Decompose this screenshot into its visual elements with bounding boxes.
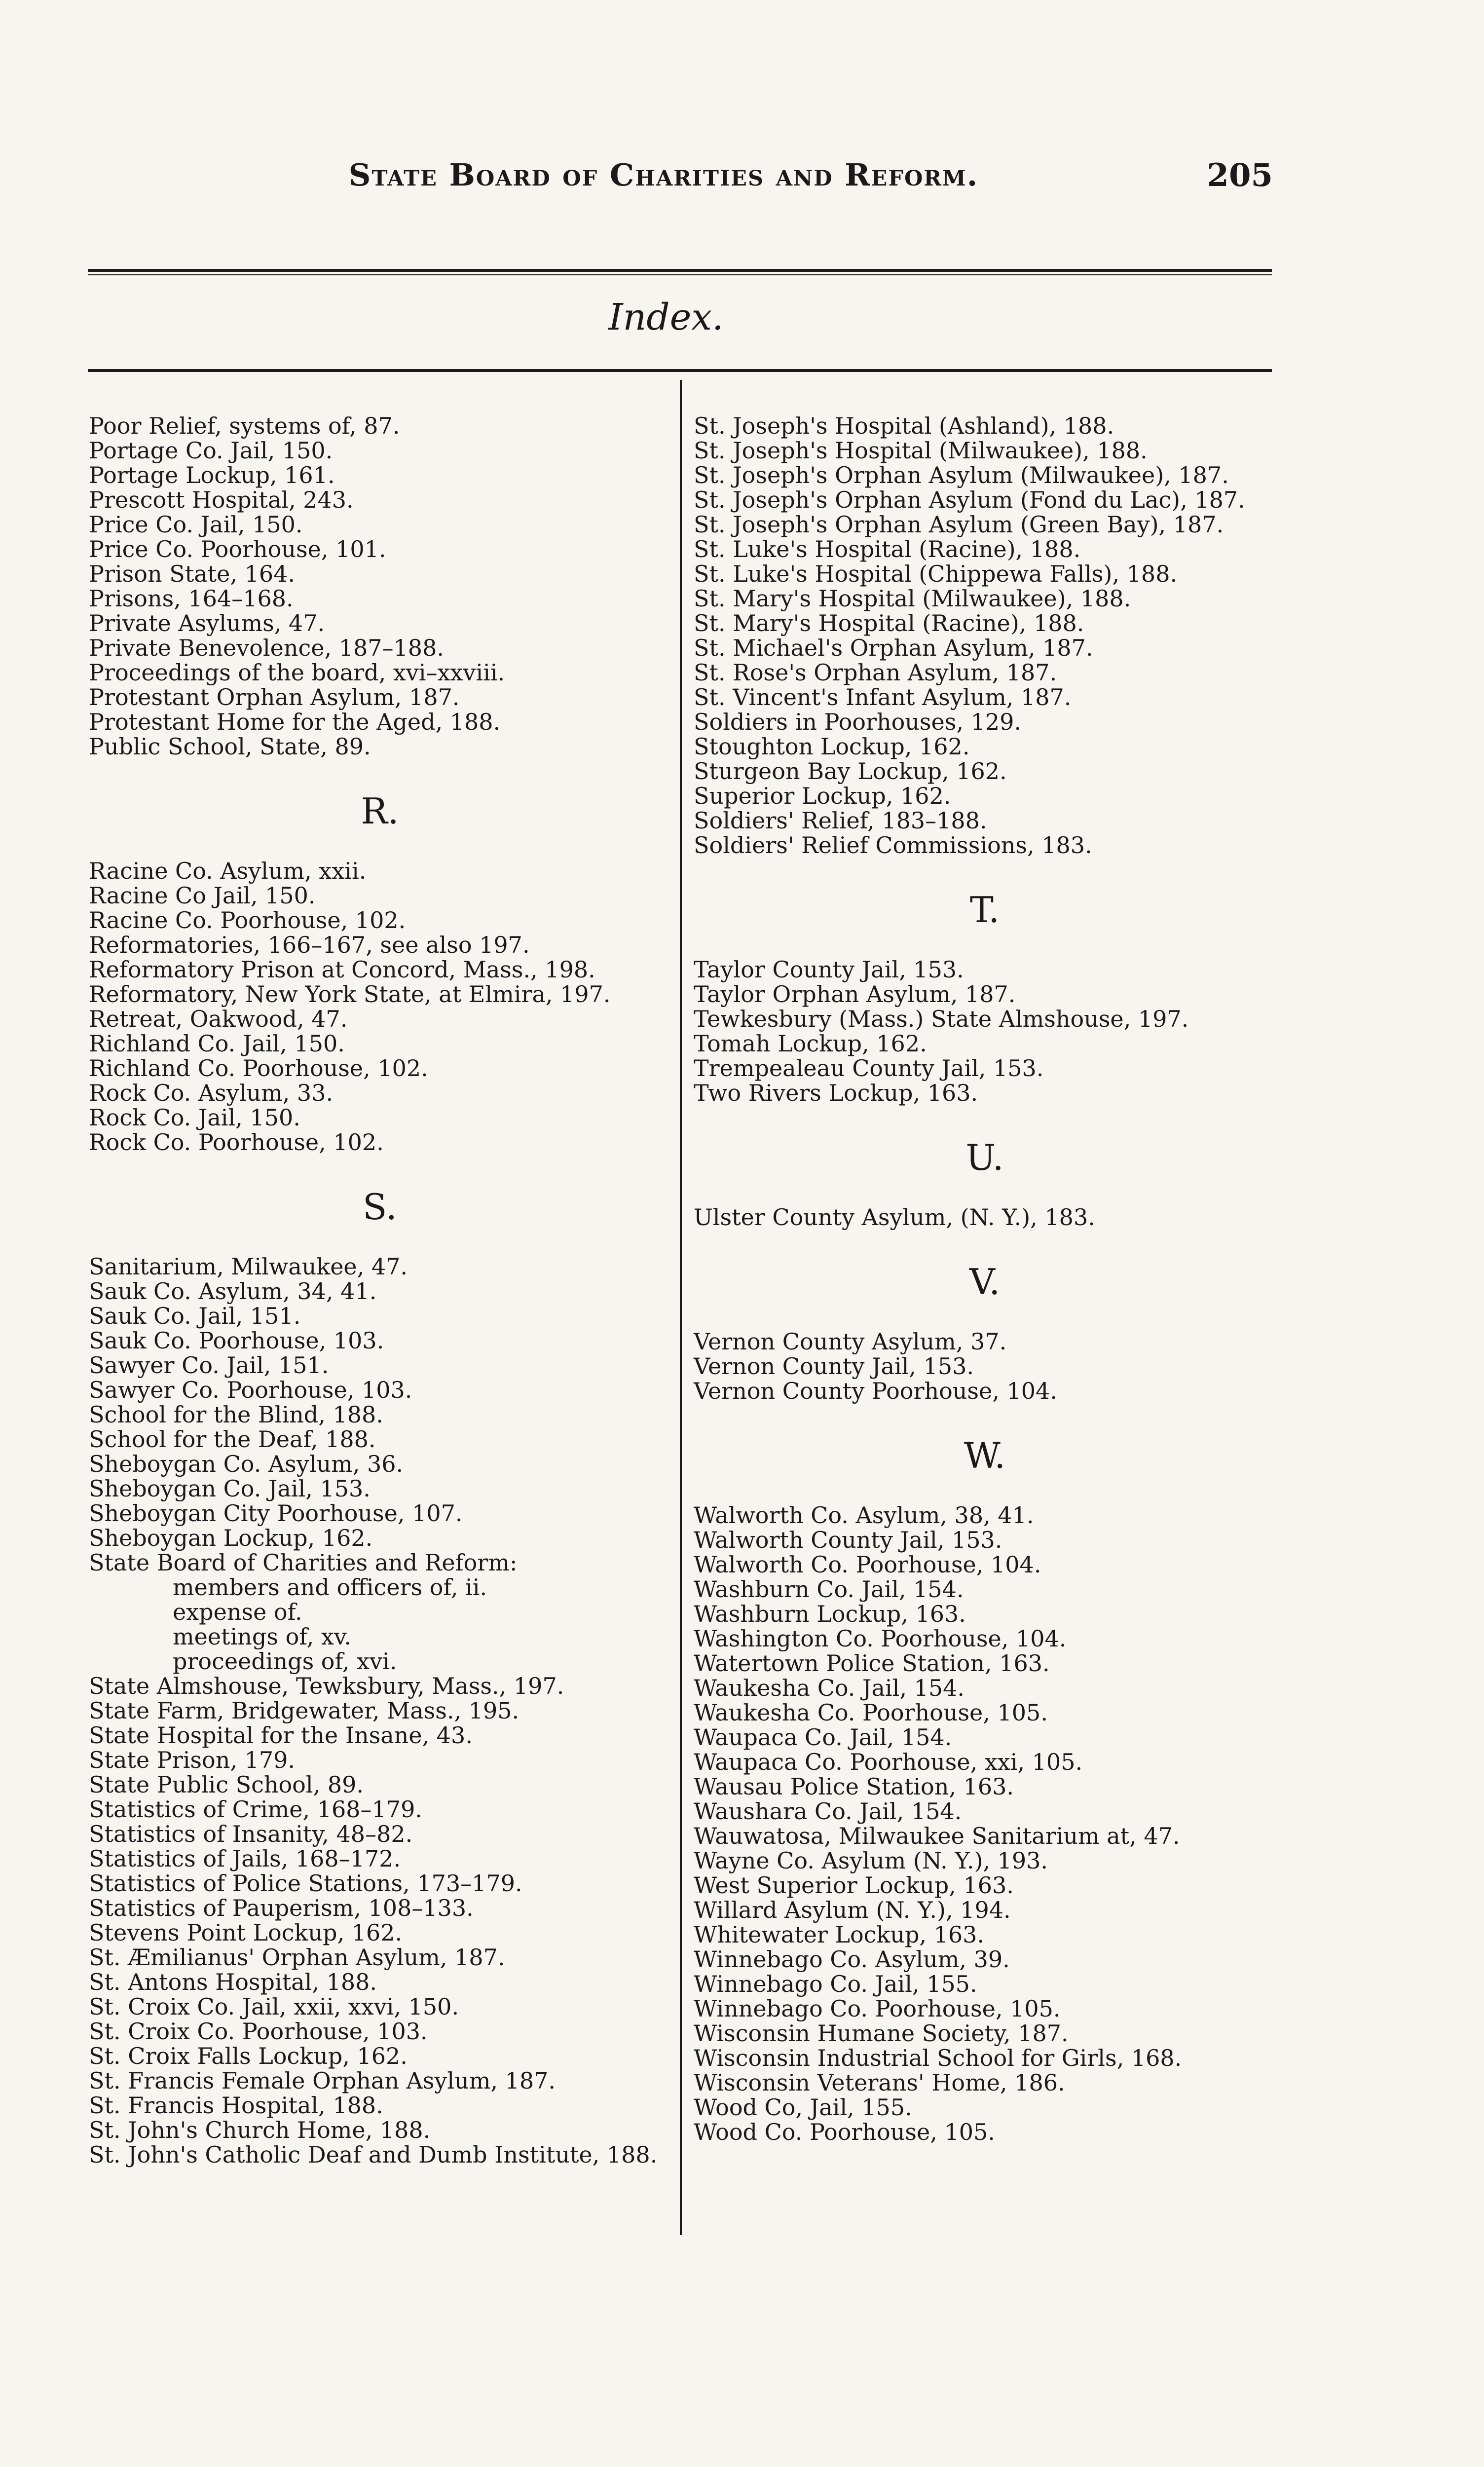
index-entry: Price Co. Poorhouse, 101. xyxy=(89,536,386,562)
index-entry: Willard Asylum (N. Y.), 194. xyxy=(694,1897,1011,1923)
s-sub-entries xyxy=(89,1575,671,1674)
index-entry: State Almshouse, Tewksbury, Mass., 197. xyxy=(89,1673,564,1699)
index-entry: Walworth Co. Poorhouse, 104. xyxy=(694,1551,1041,1578)
index-entry: Sheboygan City Poorhouse, 107. xyxy=(89,1500,463,1527)
index-entry: expense of. xyxy=(173,1599,302,1625)
section-heading-v: V. xyxy=(969,1261,1001,1303)
top-rule-thin xyxy=(88,274,1272,275)
index-entry: Waukesha Co. Poorhouse, 105. xyxy=(694,1699,1048,1726)
index-entry: Wayne Co. Asylum (N. Y.), 193. xyxy=(694,1847,1048,1874)
index-entry: Stoughton Lockup, 162. xyxy=(694,733,970,760)
index-entry: State Board of Charities and Reform: xyxy=(89,1549,518,1576)
index-entry: St. Luke's Hospital (Chippewa Falls), 188. xyxy=(694,561,1178,587)
index-entry: State Farm, Bridgewater, Mass., 195. xyxy=(89,1697,519,1724)
index-entry: Washington Co. Poorhouse, 104. xyxy=(694,1625,1067,1652)
index-entry: Sauk Co. Poorhouse, 103. xyxy=(89,1327,384,1354)
index-entry: Price Co. Jail, 150. xyxy=(89,511,303,538)
index-entry: West Superior Lockup, 163. xyxy=(694,1872,1014,1899)
index-entry: Waupaca Co. Jail, 154. xyxy=(694,1724,952,1751)
index-entry: Racine Co. Poorhouse, 102. xyxy=(89,907,406,934)
index-entry: meetings of, xv. xyxy=(173,1623,351,1650)
index-entry: Winnebago Co. Poorhouse, 105. xyxy=(694,1995,1061,2022)
index-entry: Trempealeau County Jail, 153. xyxy=(694,1055,1044,1082)
index-entry: Portage Lockup, 161. xyxy=(89,462,335,488)
index-entry: Rock Co. Asylum, 33. xyxy=(89,1080,334,1106)
index-entry: Protestant Orphan Asylum, 187. xyxy=(89,684,460,710)
index-entry: Statistics of Crime, 168–179. xyxy=(89,1796,422,1823)
index-entry: State Prison, 179. xyxy=(89,1747,295,1773)
index-entry: St. Michael's Orphan Asylum, 187. xyxy=(694,635,1093,661)
index-entry: Reformatory, New York State, at Elmira, 197. xyxy=(89,981,611,1008)
index-entry: St. Francis Female Orphan Asylum, 187. xyxy=(89,2067,556,2094)
index-entry: Statistics of Police Stations, 173–179. xyxy=(89,1870,522,1897)
section-heading-w: W. xyxy=(964,1435,1006,1476)
index-entry: Sheboygan Lockup, 162. xyxy=(89,1525,373,1551)
index-entry: Sturgeon Bay Lockup, 162. xyxy=(694,758,1007,785)
index-entry: Racine Co. Asylum, xxii. xyxy=(89,858,367,884)
index-entry: Vernon County Asylum, 37. xyxy=(694,1328,1007,1355)
index-entry: Wood Co, Jail, 155. xyxy=(694,2094,912,2121)
index-entry: Wisconsin Industrial School for Girls, 168. xyxy=(694,2045,1182,2071)
section-heading-s: S. xyxy=(363,1186,397,1228)
index-entry: Tomah Lockup, 162. xyxy=(694,1030,927,1057)
index-entry: Prisons, 164–168. xyxy=(89,585,294,612)
index-entry: Walworth Co. Asylum, 38, 41. xyxy=(694,1502,1034,1529)
index-entry: Tewkesbury (Mass.) State Almshouse, 197. xyxy=(694,1006,1189,1032)
index-entry: Washburn Co. Jail, 154. xyxy=(694,1576,964,1603)
index-entry: Sawyer Co. Jail, 151. xyxy=(89,1352,329,1379)
index-entry: Superior Lockup, 162. xyxy=(694,783,951,809)
index-entry: St. Francis Hospital, 188. xyxy=(89,2092,383,2119)
index-entry: Two Rivers Lockup, 163. xyxy=(694,1080,978,1106)
index-entry: Wisconsin Veterans' Home, 186. xyxy=(694,2069,1065,2096)
index-entry: Watertown Police Station, 163. xyxy=(694,1650,1050,1677)
index-entry: St. Antons Hospital, 188. xyxy=(89,1969,377,1995)
p-entries xyxy=(89,413,671,759)
index-entry: State Hospital for the Insane, 43. xyxy=(89,1722,473,1749)
index-entry: Statistics of Pauperism, 108–133. xyxy=(89,1895,474,1921)
index-entry: State Public School, 89. xyxy=(89,1771,364,1798)
index-entry: Proceedings of the board, xvi–xxviii. xyxy=(89,659,505,686)
index-entry: Soldiers in Poorhouses, 129. xyxy=(694,709,1021,735)
running-title: State Board of Charities and Reform. xyxy=(348,157,979,193)
index-entry: Waukesha Co. Jail, 154. xyxy=(694,1675,965,1701)
index-entry: Richland Co. Jail, 150. xyxy=(89,1030,345,1057)
column-divider xyxy=(680,380,682,2235)
s-entries-b xyxy=(89,1674,671,2167)
index-entry: Reformatory Prison at Concord, Mass., 198. xyxy=(89,956,595,983)
index-entry: Portage Co. Jail, 150. xyxy=(89,437,333,464)
index-entry: Sanitarium, Milwaukee, 47. xyxy=(89,1253,408,1280)
index-entry: Wauwatosa, Milwaukee Sanitarium at, 47. xyxy=(694,1823,1180,1849)
index-entry: St. Luke's Hospital (Racine), 188. xyxy=(694,536,1081,562)
index-entry: Richland Co. Poorhouse, 102. xyxy=(89,1055,428,1082)
index-entry: Sawyer Co. Poorhouse, 103. xyxy=(89,1377,412,1403)
index-entry: Public School, State, 89. xyxy=(89,733,371,760)
index-entry: Sheboygan Co. Asylum, 36. xyxy=(89,1451,404,1477)
index-entry: St. Joseph's Orphan Asylum (Fond du Lac), 187. xyxy=(694,486,1245,513)
section-heading-u: U. xyxy=(965,1137,1004,1178)
index-entry: Poor Relief, systems of, 87. xyxy=(89,412,400,439)
index-entry: Soldiers' Relief, 183–188. xyxy=(694,807,987,834)
index-entry: St. Joseph's Hospital (Milwaukee), 188. xyxy=(694,437,1148,464)
index-entry: St. Joseph's Orphan Asylum (Milwaukee), 187. xyxy=(694,462,1229,488)
s-entries-right xyxy=(694,413,1276,858)
index-entry: Reformatories, 166–167, see also 197. xyxy=(89,932,530,958)
index-entry: School for the Deaf, 188. xyxy=(89,1426,376,1453)
index-entry: Waupaca Co. Poorhouse, xxi, 105. xyxy=(694,1749,1083,1775)
index-entry: Wood Co. Poorhouse, 105. xyxy=(694,2119,995,2145)
page-number: 205 xyxy=(1207,157,1273,194)
index-entry: members and officers of, ii. xyxy=(173,1574,487,1601)
index-entry: Soldiers' Relief Commissions, 183. xyxy=(694,832,1092,859)
index-entry: Sheboygan Co. Jail, 153. xyxy=(89,1475,371,1502)
w-entries xyxy=(694,1503,1276,2144)
s-entries-a xyxy=(89,1254,671,1575)
r-entries xyxy=(89,859,671,1155)
index-entry: Stevens Point Lockup, 162. xyxy=(89,1919,403,1946)
index-entry: Whitewater Lockup, 163. xyxy=(694,1921,985,1948)
t-entries xyxy=(694,957,1276,1105)
index-entry: Retreat, Oakwood, 47. xyxy=(89,1006,348,1032)
index-entry: Vernon County Jail, 153. xyxy=(694,1353,974,1380)
index-entry: Racine Co Jail, 150. xyxy=(89,882,316,909)
index-entry: Sauk Co. Jail, 151. xyxy=(89,1303,301,1329)
left-column xyxy=(89,413,671,2167)
section-heading-r: R. xyxy=(361,790,399,832)
index-entry: Winnebago Co. Jail, 155. xyxy=(694,1971,977,1997)
index-entry: Ulster County Asylum, (N. Y.), 183. xyxy=(694,1204,1095,1231)
index-entry: St. John's Catholic Deaf and Dumb Institute, 188. xyxy=(89,2141,658,2168)
index-entry: St. Rose's Orphan Asylum, 187. xyxy=(694,659,1057,686)
index-entry: Waushara Co. Jail, 154. xyxy=(694,1798,962,1825)
index-entry: proceedings of, xvi. xyxy=(173,1648,397,1675)
index-entry: St. Croix Co. Poorhouse, 103. xyxy=(89,2018,428,2045)
right-column xyxy=(694,413,1276,2144)
index-entry: Taylor Orphan Asylum, 187. xyxy=(694,981,1016,1008)
index-entry: Washburn Lockup, 163. xyxy=(694,1601,966,1627)
index-entry: St. Joseph's Hospital (Ashland), 188. xyxy=(694,412,1114,439)
index-entry: Winnebago Co. Asylum, 39. xyxy=(694,1946,1010,1973)
index-entry: Private Benevolence, 187–188. xyxy=(89,635,444,661)
index-entry: Walworth County Jail, 153. xyxy=(694,1527,1002,1553)
index-entry: Private Asylums, 47. xyxy=(89,610,325,636)
index-entry: St. Croix Co. Jail, xxii, xxvi, 150. xyxy=(89,1993,459,2020)
index-entry: Vernon County Poorhouse, 104. xyxy=(694,1378,1057,1404)
index-entry: Rock Co. Jail, 150. xyxy=(89,1104,300,1131)
index-entry: St. Croix Falls Lockup, 162. xyxy=(89,2043,408,2069)
index-entry: St. Vincent's Infant Asylum, 187. xyxy=(694,684,1072,710)
index-entry: Prison State, 164. xyxy=(89,561,295,587)
index-entry: Wausau Police Station, 163. xyxy=(694,1773,1014,1800)
v-entries xyxy=(694,1329,1276,1403)
index-entry: Protestant Home for the Aged, 188. xyxy=(89,709,501,735)
index-entry: Statistics of Insanity, 48–82. xyxy=(89,1821,413,1847)
index-entry: St. John's Church Home, 188. xyxy=(89,2117,431,2143)
index-entry: School for the Blind, 188. xyxy=(89,1401,383,1428)
index-entry: Rock Co. Poorhouse, 102. xyxy=(89,1129,384,1156)
u-entries xyxy=(694,1205,1276,1230)
index-entry: St. Æmilianus' Orphan Asylum, 187. xyxy=(89,1944,505,1971)
index-entry: St. Joseph's Orphan Asylum (Green Bay), 187. xyxy=(694,511,1224,538)
index-title: Index. xyxy=(608,296,724,338)
index-entry: Statistics of Jails, 168–172. xyxy=(89,1845,401,1872)
index-entry: Sauk Co. Asylum, 34, 41. xyxy=(89,1278,377,1305)
index-entry: St. Mary's Hospital (Milwaukee), 188. xyxy=(694,585,1131,612)
index-entry: Prescott Hospital, 243. xyxy=(89,486,354,513)
index-entry: St. Mary's Hospital (Racine), 188. xyxy=(694,610,1084,636)
index-entry: Taylor County Jail, 153. xyxy=(694,956,964,983)
title-rule xyxy=(88,369,1272,372)
top-rule xyxy=(88,269,1272,272)
section-heading-t: T. xyxy=(969,889,1000,931)
index-entry: Wisconsin Humane Society, 187. xyxy=(694,2020,1069,2047)
